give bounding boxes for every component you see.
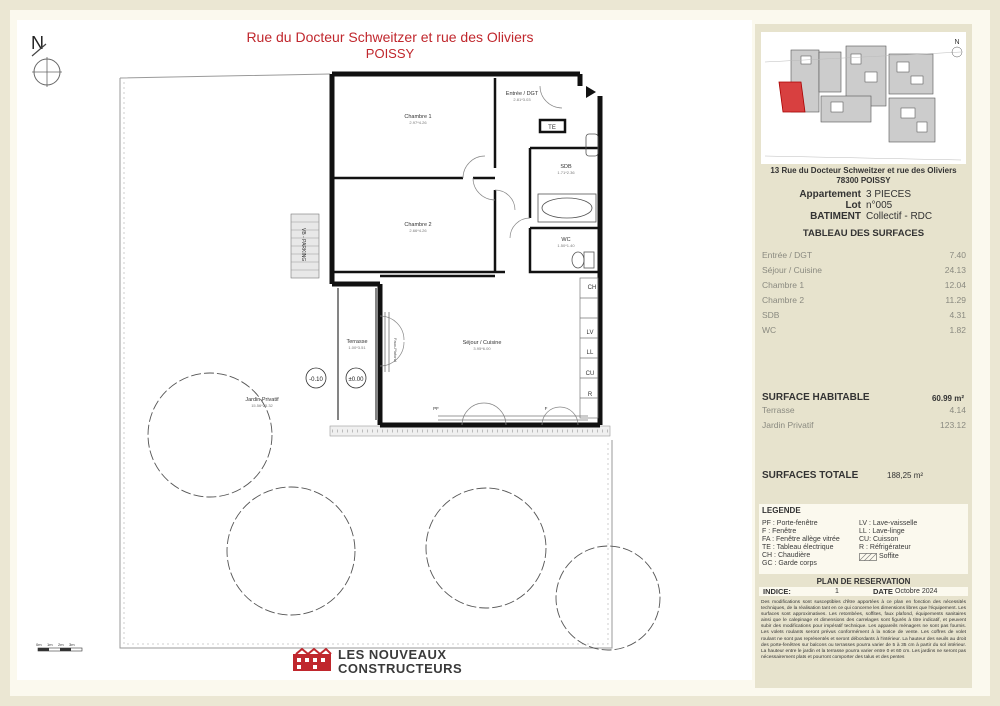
surface-value: 1.82 <box>949 325 966 335</box>
room-dim-jardin: 15.56*25.32 <box>251 403 273 408</box>
surface-row <box>762 280 966 295</box>
total-value: 188,25 m² <box>887 471 924 480</box>
surface-label: Séjour / Cuisine <box>762 265 823 275</box>
legend-title: LEGENDE <box>762 506 801 515</box>
room-name-sejour: Séjour / Cuisine <box>462 340 502 346</box>
code-ll: LL <box>586 350 594 356</box>
room-dim-terrasse: 1.00*3.51 <box>348 345 366 350</box>
windows <box>385 312 588 420</box>
info-panel <box>755 24 972 688</box>
room-name-entree: Entrée / DGT <box>505 91 539 97</box>
room-name-jardin: Jardin Privatif <box>245 397 279 403</box>
legend-item: LV : Lave-vaisselle <box>859 520 918 527</box>
indice-label: INDICE: <box>763 587 791 596</box>
lot-value: n°005 <box>866 200 893 211</box>
legend-item: PF : Porte-fenêtre <box>762 520 818 527</box>
garden-boundary <box>120 74 612 648</box>
header-street: Rue du Docteur Schweitzer et rue des Oliviers <box>246 29 534 45</box>
date-label: DATE <box>873 587 893 596</box>
surface-row <box>762 265 966 280</box>
legend-item: F : Fenêtre <box>762 528 797 535</box>
surface-label: WC <box>762 325 777 335</box>
room-dim-entree: 2.81*3.03 <box>513 97 531 102</box>
surfaces-title: TABLEAU DES SURFACES <box>802 228 925 239</box>
address-line2: 78300 POISSY <box>836 176 891 185</box>
room-name-sdb: SDB <box>560 164 572 170</box>
equipment-codes <box>433 125 596 411</box>
surface-label: Entrée / DGT <box>762 250 813 260</box>
soffit-label: Faux-Plafond <box>393 338 398 362</box>
room-dim-wc: 1.50*1.40 <box>557 243 575 248</box>
code-lv: LV <box>586 330 594 336</box>
legend-item: LL : Lave-linge <box>859 528 905 535</box>
entry-door-marker <box>586 86 596 98</box>
surface-row <box>762 310 966 325</box>
surface-value: 12.04 <box>944 280 966 290</box>
annex-label: Jardin Privatif <box>762 420 814 430</box>
header-city: POISSY <box>365 46 415 61</box>
disclaimer-text: Des modifications sont susceptibles d'être apportées à ce plan en fonction des nécessités techniques, de la réalisation tant en ce qui concerne les dimensions libres que l'équipement. Les surfaces sont approximatives. Les retombées, soffites, faux plafond, équipements sanitaires ainsi que le calepinage et dimensions des carrelages sont figurés à titre indicatif, et peuvent subir des modifications pour impératif technique. Les appareils ménagers ne sont pas fournis. Les volets roulants seront prévus conformément à la notice de vente. Les coffres de volet roulant ne sont pas représentés et seront débordants à l'intérieur. La hauteur des seuils au droit des porte-fenêtres sur balcons ou terrasses pourra varier de 5 à 35 cm à partir du sol intérieur. La hauteur entre le jardin et la terrasse pourra varier entre 0 et 60 cm. Les jardins ne seront pas nécessairement plats et pourront comporter des talus et des pentes <box>761 600 966 660</box>
level-terrace: ±0.00 <box>348 377 364 383</box>
site-map-drawing <box>761 32 966 164</box>
surface-row <box>762 295 966 310</box>
habitable-value: 60.99 m² <box>931 394 964 403</box>
date-value: Octobre 2024 <box>895 588 938 595</box>
surface-label: Chambre 2 <box>762 295 805 305</box>
annex-value: 4.14 <box>949 405 966 415</box>
annex-value: 123.12 <box>940 420 966 430</box>
batiment-value: Collectif - RDC <box>866 211 933 222</box>
address-line1: 13 Rue du Docteur Schweitzer et rue des Oliviers <box>770 166 957 175</box>
tree-outlines <box>148 373 660 650</box>
code-pf: PF <box>433 406 439 411</box>
code-cu: CU <box>585 371 595 377</box>
surface-row <box>762 325 966 340</box>
room-name-chambre1: Chambre 1 <box>404 114 432 120</box>
indice-value: 1 <box>835 588 839 595</box>
surface-row <box>762 250 966 265</box>
code-ch: CH <box>587 285 597 291</box>
surface-value: 4.31 <box>949 310 966 320</box>
legend-item: CU: Cuisson <box>859 536 899 543</box>
surface-value: 11.29 <box>945 295 966 305</box>
compass-label: N <box>31 33 44 53</box>
lot-label: Lot <box>845 200 861 211</box>
soffite-hatch-icon <box>859 553 877 561</box>
brand-logo-icon <box>292 648 332 672</box>
surface-value: 24.13 <box>944 265 966 275</box>
batiment-label: BATIMENT <box>810 211 861 222</box>
scale-bar <box>36 642 82 651</box>
parking-label: VB - PARKING <box>300 228 306 262</box>
legend-soffite: Soffite <box>879 553 899 560</box>
exterior-walls <box>332 74 600 425</box>
door-swings <box>380 86 578 425</box>
annex-row <box>762 420 966 435</box>
room-dim-sdb: 1.71*2.36 <box>557 170 575 175</box>
brand-name-line2: CONSTRUCTEURS <box>338 661 463 676</box>
legend-item: GC : Garde corps <box>762 560 817 567</box>
site-map <box>761 32 966 164</box>
brand-name-line1: LES NOUVEAUX <box>338 647 447 662</box>
annex-row <box>762 405 966 420</box>
level-markers <box>306 368 366 388</box>
surface-label: Chambre 1 <box>762 280 805 290</box>
code-r: R <box>587 392 593 398</box>
total-label: SURFACES TOTALE <box>762 470 859 481</box>
room-name-chambre2: Chambre 2 <box>404 222 432 228</box>
legend-item: CH : Chaudière <box>762 552 811 559</box>
legend-item: TE : Tableau électrique <box>762 544 834 551</box>
code-te: TE <box>548 125 556 131</box>
legend-item: R : Réfrigérateur <box>859 544 911 551</box>
code-f: F <box>544 406 548 411</box>
scale-3: 3m <box>69 642 75 647</box>
appartement-value: 3 PIECES <box>866 189 912 200</box>
plan-title: PLAN DE RESERVATION <box>816 577 911 586</box>
habitable-label: SURFACE HABITABLE <box>762 392 870 403</box>
svg-text:N: N <box>954 39 960 46</box>
room-dim-chambre1: 2.97*4.26 <box>409 120 427 125</box>
scale-1: 1m <box>47 642 53 647</box>
terrace-walls <box>338 288 376 420</box>
legend-item: FA : Fenêtre allège vitrée <box>762 536 840 543</box>
scale-0: 0m <box>36 642 42 647</box>
surface-label: SDB <box>762 310 780 320</box>
room-name-wc: WC <box>561 237 571 243</box>
parking-hatch <box>291 214 319 278</box>
appartement-label: Appartement <box>799 189 861 200</box>
annex-label: Terrasse <box>762 405 795 415</box>
room-dim-chambre2: 2.66*4.26 <box>409 228 427 233</box>
room-dim-sejour: 3.95*6.00 <box>473 346 491 351</box>
scale-2: 2m <box>58 642 64 647</box>
level-garden: -0.10 <box>309 377 323 383</box>
room-name-terrasse: Terrasse <box>346 339 368 345</box>
surface-value: 7.40 <box>949 250 966 260</box>
